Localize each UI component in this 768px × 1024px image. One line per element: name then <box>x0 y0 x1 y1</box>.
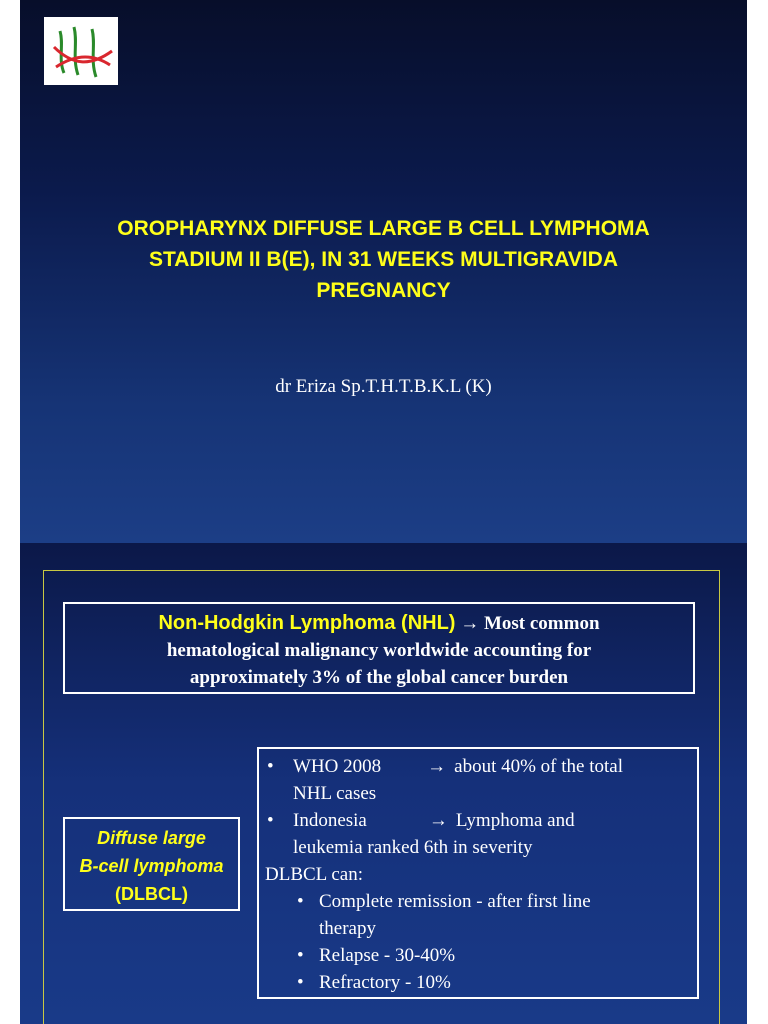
bullet-icon: • <box>267 756 274 777</box>
nhl-line-1: Most common <box>483 613 600 634</box>
nhl-term: Non-Hodgkin Lymphoma (NHL) <box>158 612 456 634</box>
bullet-fact: Lymphoma and <box>455 810 575 831</box>
bullet-fact: about 40% of the total <box>454 756 623 777</box>
title-line-2: STADIUM II B(E), IN 31 WEEKS MULTIGRAVIDA <box>148 248 618 271</box>
title-slide <box>20 0 747 543</box>
bullet-icon: • <box>267 810 274 831</box>
bullet-source: WHO 2008 <box>293 756 382 777</box>
sub-bullet-item <box>265 888 689 942</box>
sub-bullet-line-1: Refractory - 10% <box>319 972 451 993</box>
dlbcl-line-2: B-cell lymphoma <box>79 856 224 876</box>
arrow-icon: → <box>427 756 447 777</box>
sub-bullet-line-1: Relapse - 30-40% <box>319 945 456 966</box>
bullet-icon: • <box>297 891 304 912</box>
content-slide <box>20 543 747 1024</box>
nhl-definition-box <box>63 602 695 694</box>
title-line-1: OROPHARYNX DIFFUSE LARGE B CELL LYMPHOMA <box>117 217 650 240</box>
bullet-continuation: leukemia ranked 6th in severity <box>293 837 533 858</box>
bullet-item <box>265 753 689 807</box>
sub-bullet-item <box>265 942 689 969</box>
bullet-icon: • <box>297 945 304 966</box>
sub-bullet-line-1: Complete remission - after first line <box>319 891 591 912</box>
dlbcl-line-3: (DLBCL) <box>115 884 188 904</box>
sub-bullet-item <box>265 969 689 996</box>
slide-title <box>20 213 747 306</box>
nhl-line-3: approximately 3% of the global cancer burden <box>189 667 569 688</box>
dlbcl-label-box <box>63 817 240 911</box>
arrow-icon: → <box>428 810 448 831</box>
bullet-icon: • <box>297 972 304 993</box>
dlbcl-line-1: Diffuse large <box>97 828 206 848</box>
bullet-continuation: NHL cases <box>293 783 377 804</box>
dlbcl-info-box <box>257 747 699 999</box>
nhl-line-2: hematological malignancy worldwide accounting for <box>166 640 592 661</box>
arrow-icon: → <box>460 613 480 634</box>
hospital-logo-icon <box>44 17 118 85</box>
title-line-3: PREGNANCY <box>316 279 451 302</box>
dlbcl-can-label: DLBCL can: <box>265 864 363 885</box>
bullet-source: Indonesia <box>293 810 367 831</box>
bullet-item <box>265 807 689 861</box>
author-name: dr Eriza Sp.T.H.T.B.K.L (K) <box>275 376 492 397</box>
sub-bullet-line-2: therapy <box>319 918 376 939</box>
